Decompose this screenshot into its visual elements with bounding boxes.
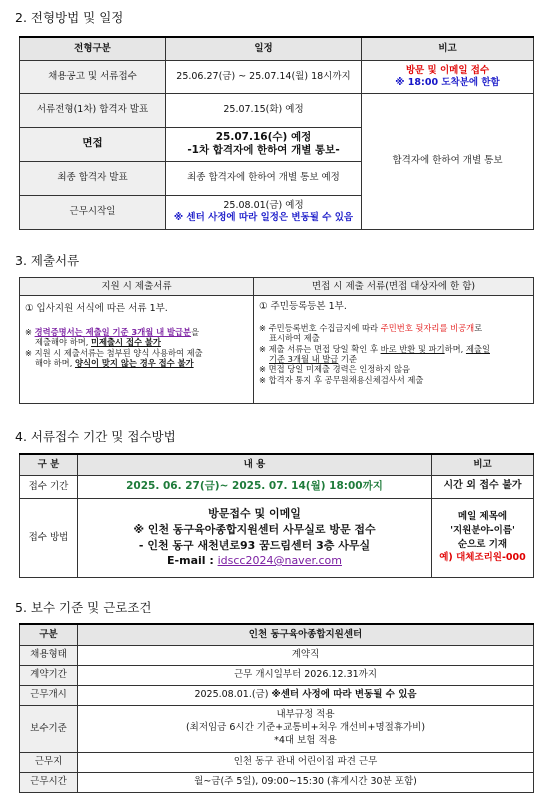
- table-row: [20, 645, 534, 665]
- header-cell: 비고: [362, 37, 534, 60]
- documents-table: [19, 277, 534, 404]
- value-text: 25.08.01(금) 예정: [223, 200, 304, 212]
- table-row: [20, 665, 534, 685]
- header-cell: 지원 시 제출서류: [20, 278, 254, 296]
- method-text: ※ 인천 동구육아종합지원센터 사무실로 방문 접수: [133, 522, 376, 536]
- row-note: 시간 외 접수 불가: [432, 475, 534, 498]
- table-row: [20, 475, 534, 498]
- section5-title: 5. 보수 기준 및 근로조건: [15, 600, 152, 615]
- row-value: 근무 개시일부터 2026.12.31까지: [78, 665, 534, 685]
- header-cell: 전형구분: [20, 37, 166, 60]
- row-label: 접수 방법: [20, 498, 78, 577]
- submission-method: [78, 498, 432, 577]
- header-cell: 면접 시 제출 서류(면접 대상자에 한 함): [254, 278, 534, 296]
- table-row: [20, 752, 534, 772]
- interview-documents-cell: [254, 296, 534, 404]
- table-row: [20, 296, 534, 404]
- row-label: 근무개시: [20, 685, 78, 705]
- apply-documents-cell: [20, 296, 254, 404]
- value-text: -1차 합격자에 한하여 개별 통보-: [187, 144, 340, 156]
- table-row: [20, 772, 534, 792]
- row-value: 인천 동구 관내 어린이집 파견 근무: [78, 752, 534, 772]
- row-label: 보수기준: [20, 705, 78, 752]
- row-label: 면접: [20, 127, 166, 161]
- conditions-table: [19, 623, 534, 793]
- note-text: 방문 및 이메일 접수: [405, 64, 490, 76]
- note-text: ※ 18:00 도착분에 한함: [395, 76, 500, 88]
- row-label: 근무시작일: [20, 195, 166, 229]
- note-text: 해야 하며, 양식이 맞지 않는 경우 접수 불가: [35, 357, 194, 368]
- table-header-row: [20, 624, 534, 645]
- note-text: ※: [25, 326, 35, 337]
- row-note: 메일 제목에 '지원분야-이름' 순으로 기재 예) 대체조리원-000: [432, 498, 534, 577]
- value-text: 25.07.16(수) 예정: [215, 130, 312, 143]
- row-label: 접수 기간: [20, 475, 78, 498]
- row-label: 채용형태: [20, 645, 78, 665]
- row-value: 월~금(주 5일), 09:00~15:30 (휴게시간 30분 포함): [78, 772, 534, 792]
- row-value: 최종 합격자에 한하여 개별 통보 예정: [166, 161, 362, 195]
- document-item: ① 입사지원 서식에 따른 서류 1부.: [25, 303, 168, 314]
- table-row: [20, 685, 534, 705]
- schedule-table: [19, 36, 534, 230]
- method-text: E-mail : idscc2024@naver.com: [167, 554, 342, 568]
- note-text: 을: [191, 326, 200, 337]
- section4-title: 4. 서류접수 기간 및 접수방법: [15, 429, 176, 444]
- table-row: [20, 498, 534, 577]
- submission-period: 2025. 06. 27(금)~ 2025. 07. 14(월) 18:00까지: [78, 475, 432, 498]
- method-text: 방문접수 및 이메일: [208, 507, 301, 521]
- table-row: [20, 60, 534, 93]
- row-label: 서류전형(1차) 합격자 발표: [20, 93, 166, 127]
- table-row: [20, 93, 534, 127]
- row-note: 합격자에 한하여 개별 통보: [362, 93, 534, 229]
- row-label: 근무시간: [20, 772, 78, 792]
- header-cell: 구분: [20, 624, 78, 645]
- section3-title: 3. 제출서류: [15, 253, 80, 268]
- row-value: 2025.08.01.(금) ※센터 사정에 따라 변동될 수 있음: [78, 685, 534, 705]
- row-value: 계약직: [78, 645, 534, 665]
- row-note: [362, 60, 534, 93]
- table-row: [20, 705, 534, 752]
- row-value: 25.06.27(금) ~ 25.07.14(월) 18시까지: [166, 60, 362, 93]
- header-cell: 내 용: [78, 454, 432, 475]
- row-label: 최종 합격자 발표: [20, 161, 166, 195]
- header-cell: 구 분: [20, 454, 78, 475]
- table-header-row: [20, 278, 534, 296]
- row-value: [166, 127, 362, 161]
- email-link[interactable]: idscc2024@naver.com: [217, 554, 342, 568]
- header-cell: 비고: [432, 454, 534, 475]
- row-label: 근무지: [20, 752, 78, 772]
- row-value: 내부규정 적용 (최저임금 6시간 기준+교통비+처우 개선비+명절휴가비) *4대 보험 적용: [78, 705, 534, 752]
- document-note: ※ 주민등록번호 수집금지에 따라 주민번호 뒷자리를 비공개로 표시하여 제출 ※ 제출 서류는 면접 당일 확인 후 바로 반환 및 파기하며, 제출일 기준 3개월 내 발급 기준 ※ 면접 당일 미제출 경력은 인정하지 않음 ※ 합격자 통지 후 공무원채용신체검사서 제출: [259, 322, 490, 385]
- row-label: 채용공고 및 서류접수: [20, 60, 166, 93]
- table-header-row: [20, 454, 534, 475]
- row-label: 계약기간: [20, 665, 78, 685]
- value-text: ※ 센터 사정에 따라 일정은 변동될 수 있음: [173, 212, 354, 223]
- method-text: - 인천 동구 새천년로93 꿈드림센터 3층 사무실: [138, 538, 371, 552]
- header-cell: 인천 동구육아종합지원센터: [78, 624, 534, 645]
- document-note: [25, 327, 249, 368]
- section2-title: 2. 전형방법 및 일정: [15, 10, 124, 25]
- note-text: 경력증명서는 제출일 기준 3개월 내 발급분: [34, 326, 192, 337]
- note-text: ※ 지원 시 제출서류는 첨부된 양식 사용하여 제출: [25, 347, 203, 358]
- note-text: 제출해야 하며, 미제출시 접수 불가: [35, 337, 161, 348]
- header-cell: 일정: [166, 37, 362, 60]
- submission-table: [19, 453, 534, 578]
- row-value: 25.07.15(화) 예정: [166, 93, 362, 127]
- row-value: [166, 195, 362, 229]
- document-item: ① 주민등록등본 1부.: [259, 301, 347, 312]
- table-header-row: [20, 37, 534, 60]
